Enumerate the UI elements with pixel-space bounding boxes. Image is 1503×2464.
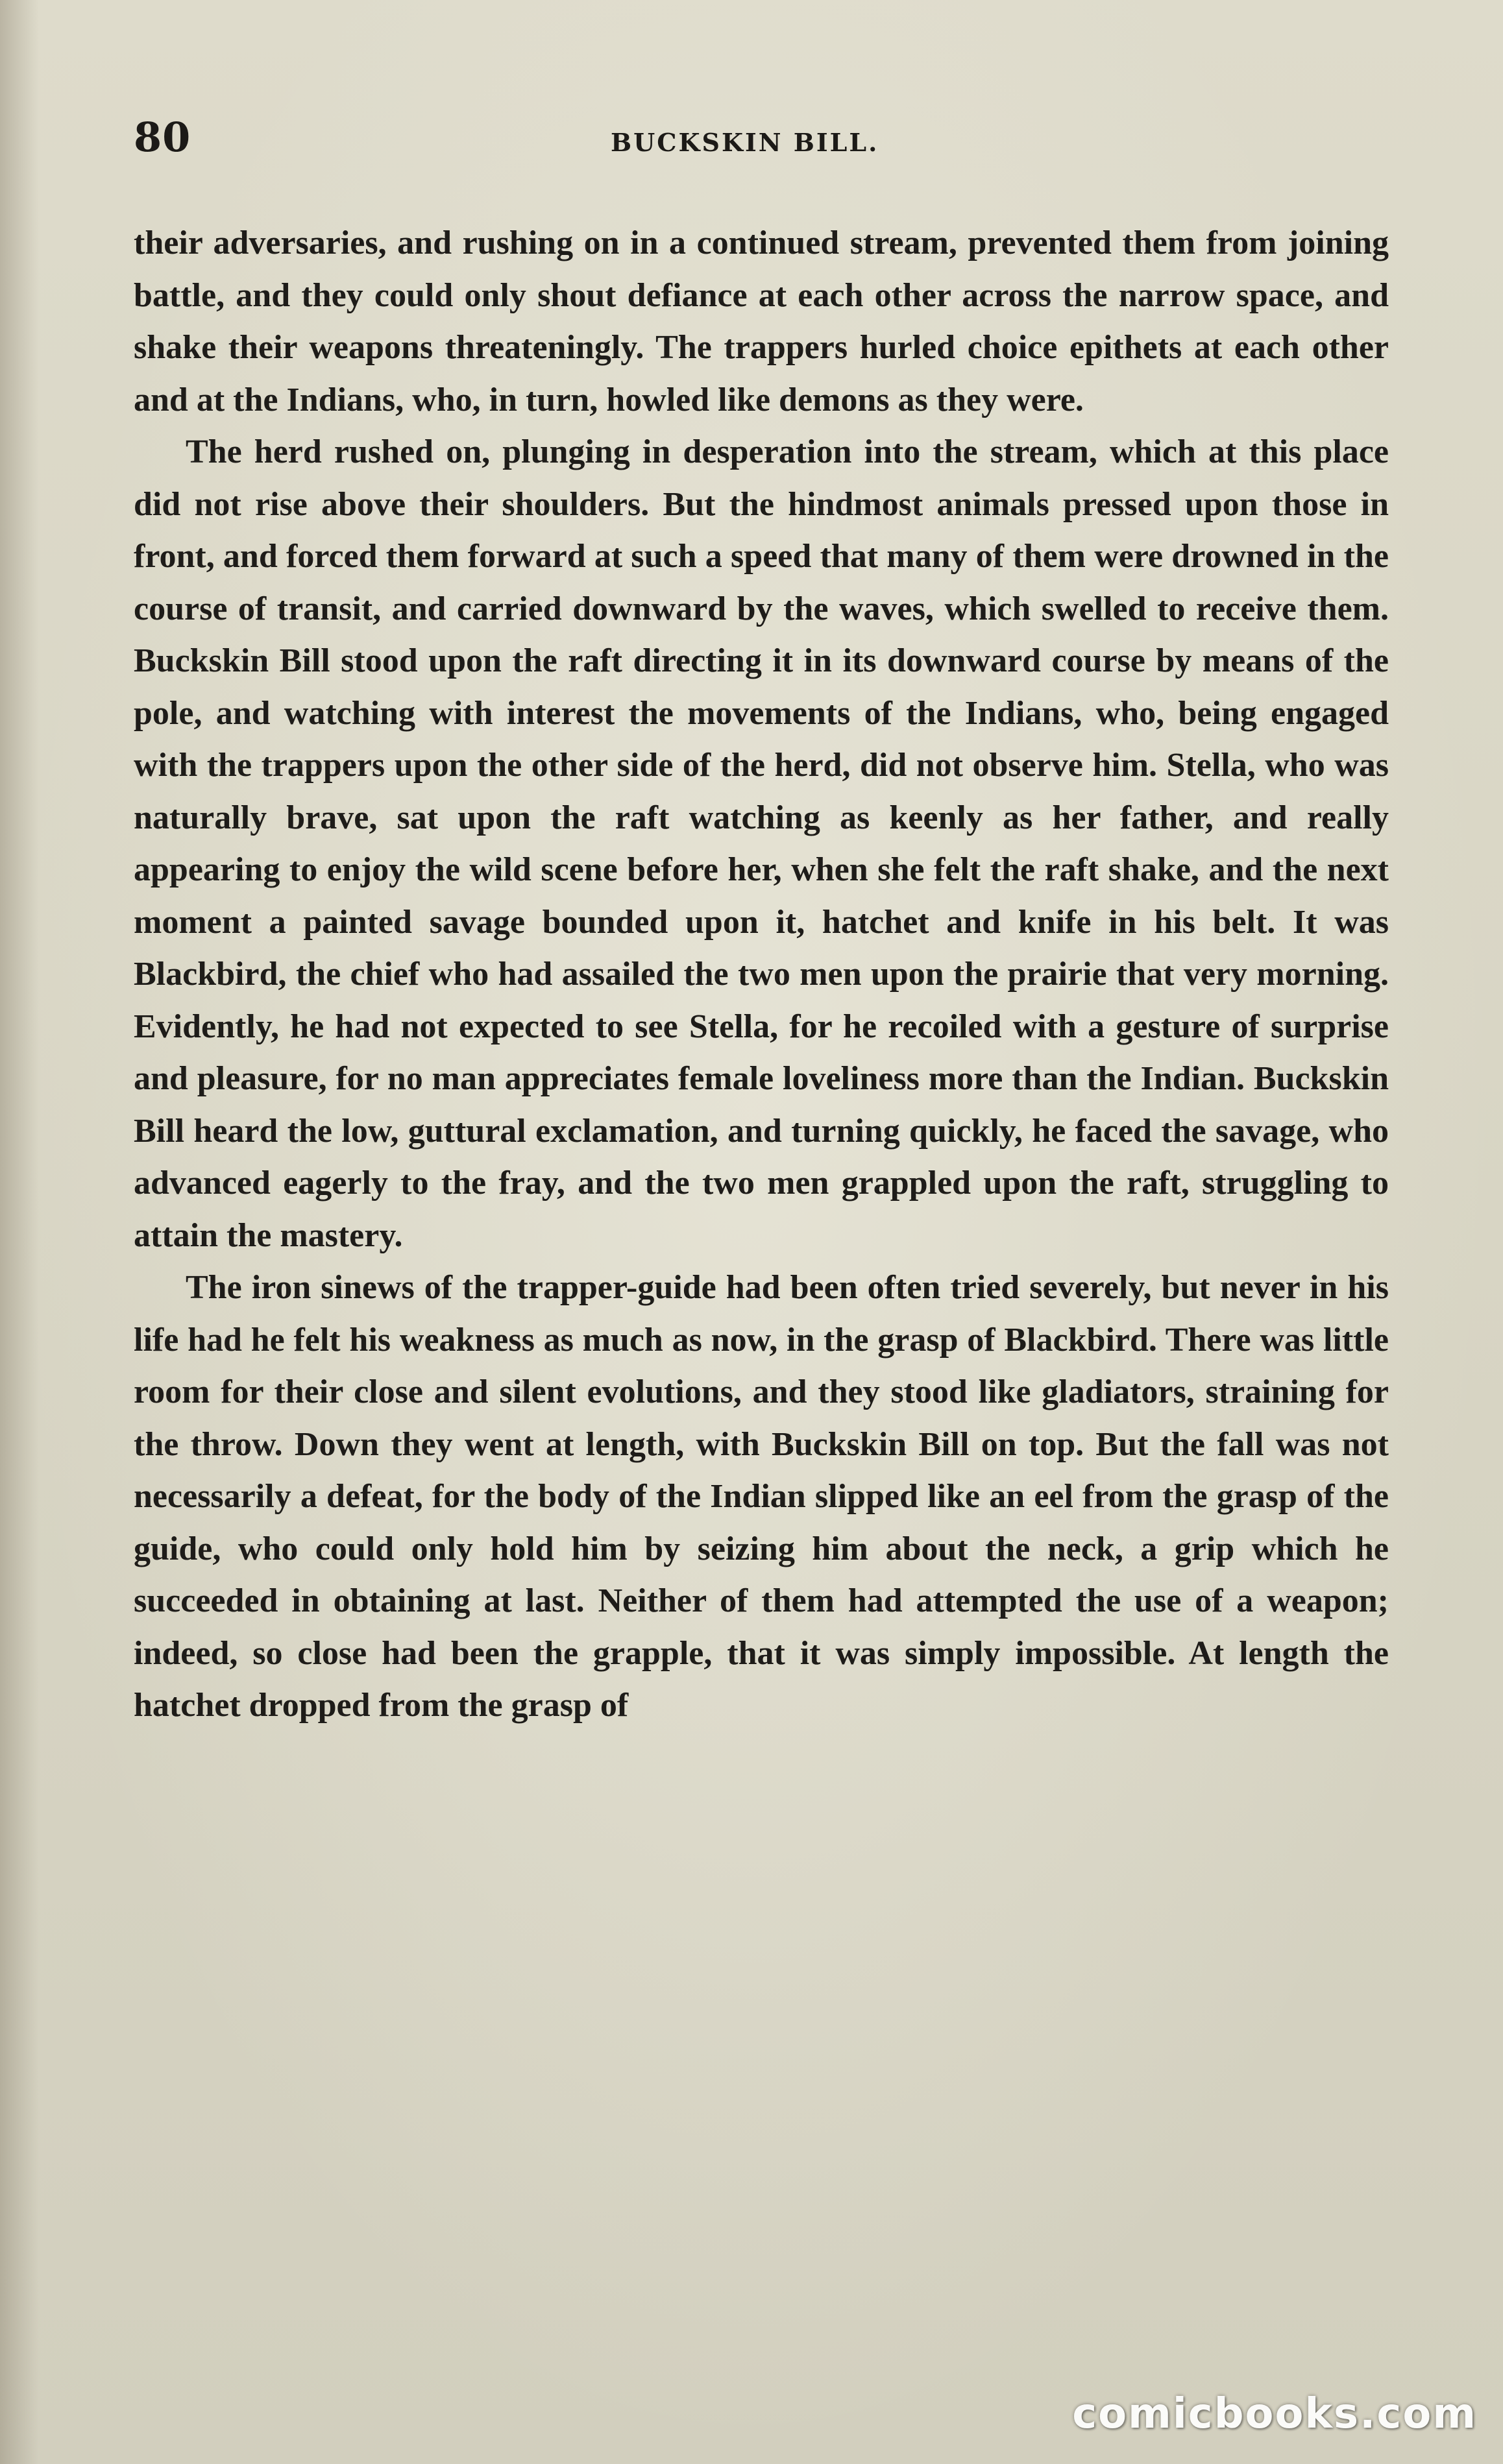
page-edge-shadow <box>0 0 39 2464</box>
paragraph: their adversaries, and rushing on in a continued stream, prevented them from joining battle, and they could only shout defiance at each other across the narrow space, and shake their weapons threateningly. The trappers hurled choice epithets at each other and at the Indians, who, in turn, howled like demons as they were. <box>134 224 1389 418</box>
page-header <box>134 114 1389 172</box>
watermark: comicbooks.com <box>1072 2390 1477 2438</box>
page-number: 80 <box>134 114 191 161</box>
paragraph: The iron sinews of the trapper-guide had been often tried severely, but never in his life had he felt his weakness as much as now, in the grasp of Blackbird. There was little room for their close and silent evolutions, and they stood like gladiators, straining for the throw. Down they went at length, with Buckskin Bill on top. But the fall was not necessarily a defeat, for the body of the Indian slipped like an eel from the grasp of the guide, who could only hold him by seizing him about the neck, a grip which he succeeded in obtaining at last. Neither of them had attempted the use of a weapon; indeed, so close had been the grapple, that it was simply impossible. At length the hatchet dropped from the grasp of <box>134 1269 1389 1724</box>
paragraph: The herd rushed on, plunging in desperation into the stream, which at this place did not rise above their shoulders. But the hindmost animals pressed upon those in front, and forced them forward at such a speed that many of them were drowned in the course of transit, and carried downward by the waves, which swelled to receive them. Buckskin Bill stood upon the raft directing it in its downward course by means of the pole, and watching with interest the movements of the Indians, who, being engaged with the trappers upon the other side of the herd, did not observe him. Stella, who was naturally brave, sat upon the raft watching as keenly as her father, and really appearing to enjoy the wild scene before her, when she felt the raft shake, and the next moment a painted savage bounded upon it, hatchet and knife in his belt. It was Blackbird, the chief who had assailed the two men upon the prairie that very morning. Evidently, he had not expected to see Stella, for he recoiled with a gesture of surprise and pleasure, for no man appreciates female loveliness more than the Indian. Buckskin Bill heard the low, guttural exclamation, and turning quickly, he faced the savage, who advanced eagerly to the fray, and the two men grappled upon the raft, struggling to attain the mastery. <box>134 433 1389 1254</box>
body-text <box>134 217 1389 1732</box>
running-head: BUCKSKIN BILL. <box>611 128 879 157</box>
